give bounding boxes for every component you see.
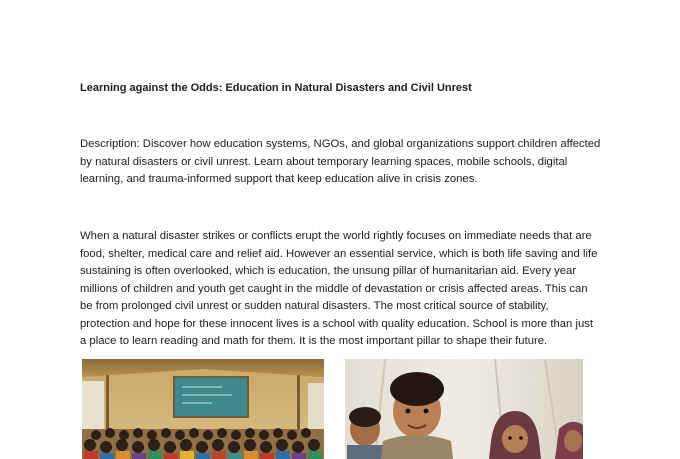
body-paragraph xyxy=(80,228,610,351)
body-line: millions of children and youth get caught in the middle of devastation or crisis affected areas. This can xyxy=(80,282,588,295)
body-line: protection and hope for these innocent lives is a school with quality education. School is more than just xyxy=(80,317,594,330)
description-line: by natural disasters or civil unrest. Learn about temporary learning spaces, mobile schools, digital xyxy=(80,155,568,168)
body-line: food, shelter, medical care and relief aid. However an essential service, which is both life saving and life xyxy=(80,247,598,260)
description-line: Description: Discover how education systems, NGOs, and global organizations support children affected xyxy=(80,138,601,150)
children-tent-illustration xyxy=(345,359,583,459)
description-line: learning, and trauma-informed support that keep education alive in crisis zones. xyxy=(80,173,478,185)
body-line: sustaining is often overlooked, which is education, the unsung pillar of humanitarian aid. Every year xyxy=(80,265,577,277)
description-paragraph xyxy=(80,136,610,189)
classroom-tent-photo xyxy=(82,359,324,459)
document-title: Learning against the Odds: Education in Natural Disasters and Civil Unrest xyxy=(80,82,472,94)
body-line: a place to learn reading and math for them. It is the most important pillar to shape their future. xyxy=(80,335,548,347)
children-tent-photo xyxy=(345,359,583,459)
body-line: be from prolonged civil unrest or sudden natural disasters. The most critical source of stability, xyxy=(80,300,549,312)
classroom-tent-illustration xyxy=(82,359,324,459)
body-line: When a natural disaster strikes or conflicts erupt the world rightly focuses on immediate needs that are xyxy=(80,230,592,242)
